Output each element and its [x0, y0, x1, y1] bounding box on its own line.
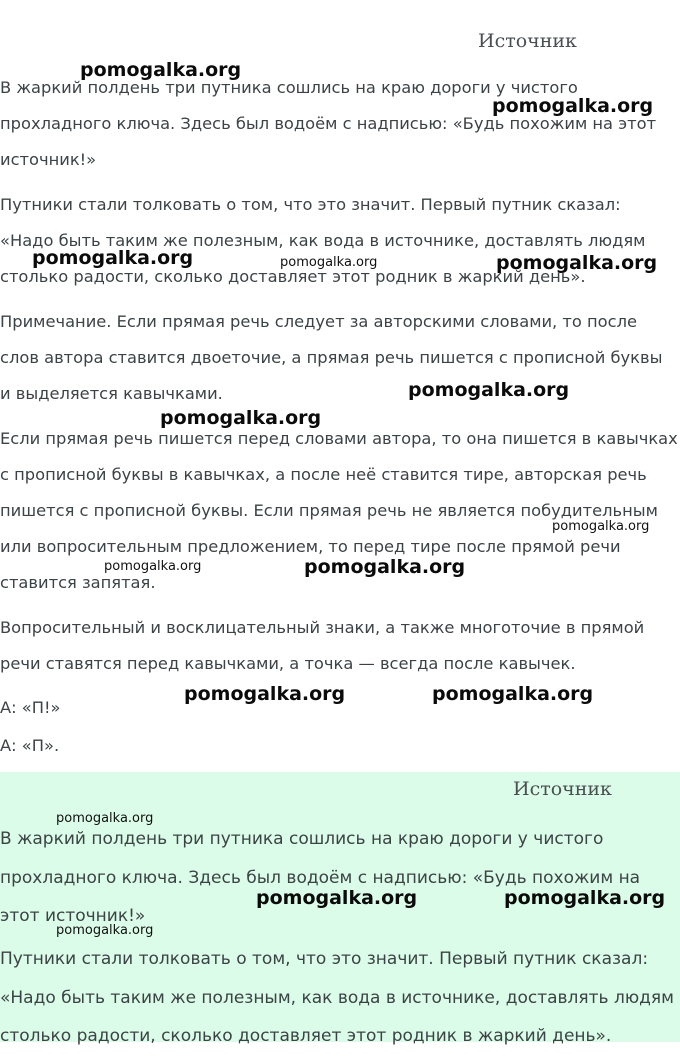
- paragraph-1: В жаркий полдень три путника сошлись на краю дороги у чистого прохладного ключа. Здесь был водоём с надписью: «Будь похожим на этот источник!»: [0, 78, 657, 169]
- watermark: pomogalka.org: [56, 811, 154, 826]
- note-paragraph: Примечание. Если прямая речь следует за авторскими словами, то после слов автора ставится двоеточие, а прямая речь пишется с прописной буквы и выделяется кавычками.: [0, 312, 663, 403]
- watermark: pomogalka.org: [280, 255, 378, 270]
- text-title: Источник: [478, 30, 577, 52]
- rule-paragraph: Если прямая речь пишется перед словами автора, то она пишется в кавычках с прописной буквы в кавычках, а после неё ставится тире, авторская речь пишется с прописной буквы. Если прямая речь не является побудительным или вопросительным предложением, то перед тире после прямой речи ставится запятая.: [0, 429, 678, 592]
- watermark: pomogalka.org: [184, 683, 346, 705]
- watermark: pomogalka.org: [256, 887, 418, 909]
- watermark: pomogalka.org: [432, 683, 594, 705]
- punctuation-paragraph: Вопросительный и восклицательный знаки, а также многоточие в прямой речи ставятся перед кавычками, а точка — всегда после кавычек.: [0, 618, 645, 673]
- watermark: pomogalka.org: [492, 95, 654, 117]
- watermark: pomogalka.org: [496, 252, 658, 274]
- watermark: pomogalka.org: [504, 887, 666, 909]
- watermark: pomogalka.org: [304, 556, 466, 578]
- watermark: pomogalka.org: [408, 379, 570, 401]
- watermark: pomogalka.org: [104, 559, 202, 574]
- watermark: pomogalka.org: [80, 59, 242, 81]
- scheme-exclamation: А: «П!»: [0, 698, 61, 717]
- answer-title: Источник: [513, 778, 612, 800]
- watermark: pomogalka.org: [160, 407, 322, 429]
- paragraph-2: Путники стали толковать о том, что это значит. Первый путник сказал: «Надо быть таким же полезным, как вода в источнике, доставлять людям столько радости, сколько доставляет этот родник в жаркий день».: [0, 195, 646, 286]
- scheme-period: А: «П».: [0, 736, 60, 755]
- watermark: pomogalka.org: [552, 519, 650, 534]
- answer-paragraph-2: Путники стали толковать о том, что это значит. Первый путник сказал: «Надо быть таким же полезным, как вода в источнике, доставлять людям столько радости, сколько доставляет этот родник в жаркий день».: [0, 949, 674, 1046]
- watermark: pomogalka.org: [32, 247, 194, 269]
- answer-paragraph-1: В жаркий полдень три путника сошлись на краю дороги у чистого прохладного ключа. Здесь был водоём с надписью: «Будь похожим на этот источник!»: [0, 829, 641, 926]
- watermark: pomogalka.org: [56, 923, 154, 938]
